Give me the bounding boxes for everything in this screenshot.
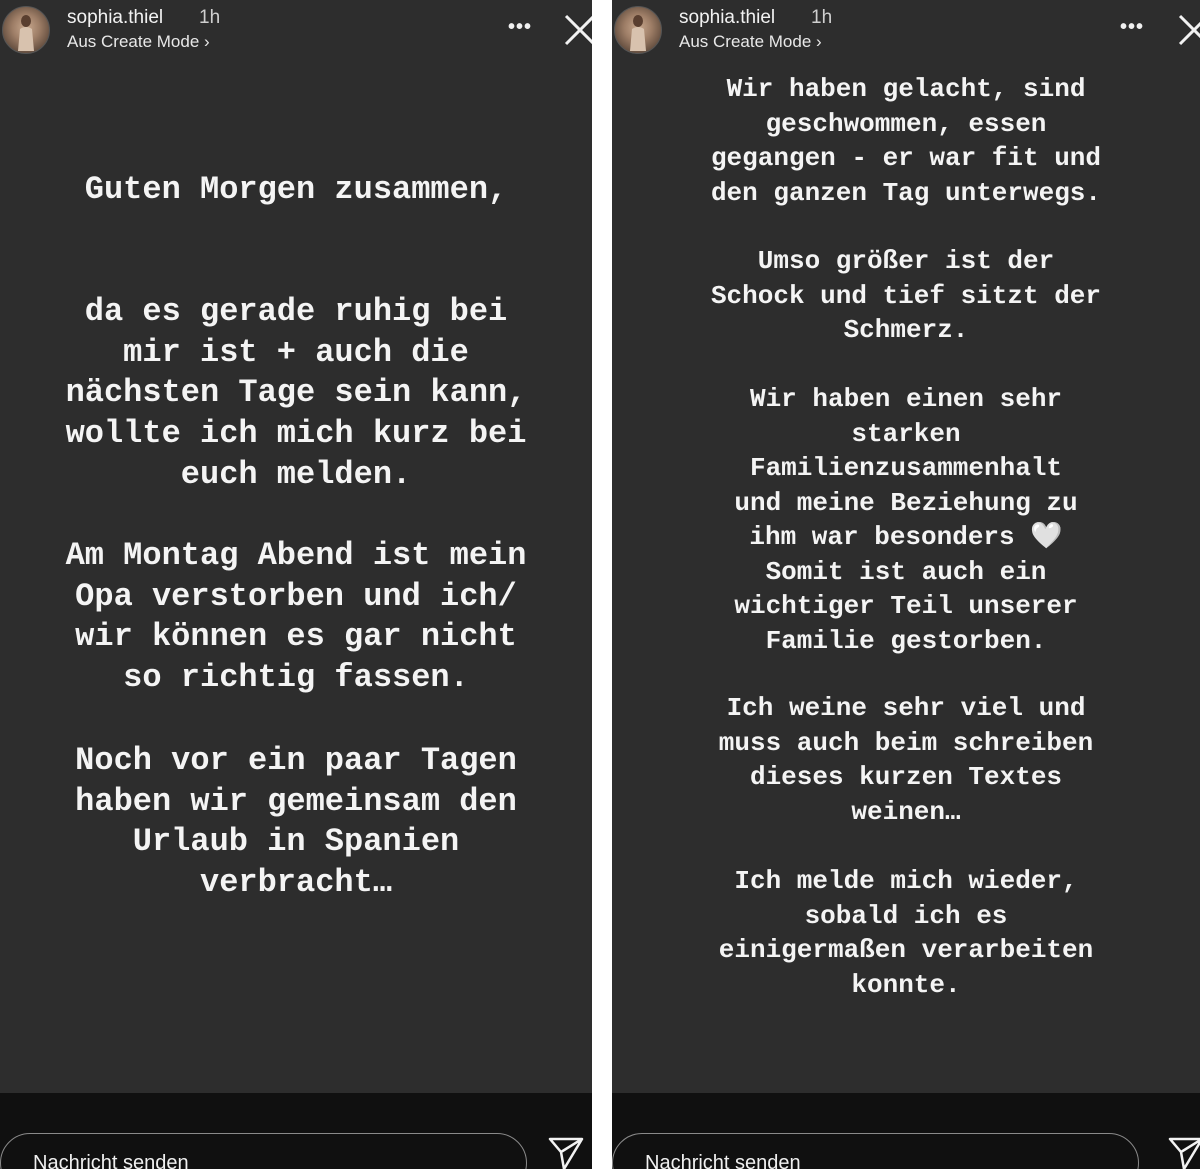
story-text-paragraph: Ich weine sehr viel und muss auch beim schreiben dieses kurzen Textes weinen… <box>718 693 1094 827</box>
story-header <box>612 0 1200 62</box>
message-input[interactable]: Nachricht senden <box>612 1133 1139 1169</box>
story-text-paragraph: Am Montag Abend ist mein Opa verstorben und ich/ wir können es gar nicht so richtig fassen. <box>65 537 527 697</box>
close-icon[interactable] <box>560 10 592 50</box>
more-options-icon[interactable]: ••• <box>507 16 532 38</box>
story-text-paragraph: Umso größer ist der Schock und tief sitzt der Schmerz. <box>710 246 1102 345</box>
send-icon[interactable] <box>1166 1133 1200 1169</box>
story-text-paragraph: Wir haben gelacht, sind geschwommen, essen gegangen - er war fit und den ganzen Tag unterwegs. <box>710 74 1102 208</box>
username[interactable]: sophia.thiel <box>67 7 164 28</box>
story-text-paragraph: Ich melde mich wieder, sobald ich es einigermaßen verarbeiten konnte. <box>718 866 1094 1000</box>
create-mode-link[interactable]: Aus Create Mode › <box>67 32 210 51</box>
more-options-icon[interactable]: ••• <box>1119 16 1144 38</box>
send-icon[interactable] <box>546 1133 586 1169</box>
story-text-paragraph: Noch vor ein paar Tagen haben wir gemeinsam den Urlaub in Spanien verbracht… <box>75 742 517 902</box>
story-text-greeting: Guten Morgen zusammen, <box>84 171 508 208</box>
post-time: 1h <box>199 7 221 28</box>
close-icon[interactable] <box>1174 10 1200 50</box>
create-mode-link[interactable]: Aus Create Mode › <box>679 32 822 51</box>
message-input[interactable]: Nachricht senden <box>0 1133 527 1169</box>
story-header <box>0 0 592 62</box>
avatar[interactable] <box>2 6 50 54</box>
story-panel-right <box>612 0 1200 1169</box>
story-panel-left <box>0 0 592 1169</box>
avatar[interactable] <box>614 6 662 54</box>
username[interactable]: sophia.thiel <box>679 7 776 28</box>
story-text-paragraph: da es gerade ruhig bei mir ist + auch die nächsten Tage sein kann, wollte ich mich kurz bei euch melden. <box>65 293 527 493</box>
story-footer <box>612 1093 1200 1169</box>
story-footer <box>0 1093 592 1169</box>
post-time: 1h <box>811 7 833 28</box>
story-text-paragraph: Wir haben einen sehr starken Familienzusammenhalt und meine Beziehung zu ihm war besonders 🤍 Somit ist auch ein wichtiger Teil unserer Familie gestorben. <box>734 384 1078 656</box>
